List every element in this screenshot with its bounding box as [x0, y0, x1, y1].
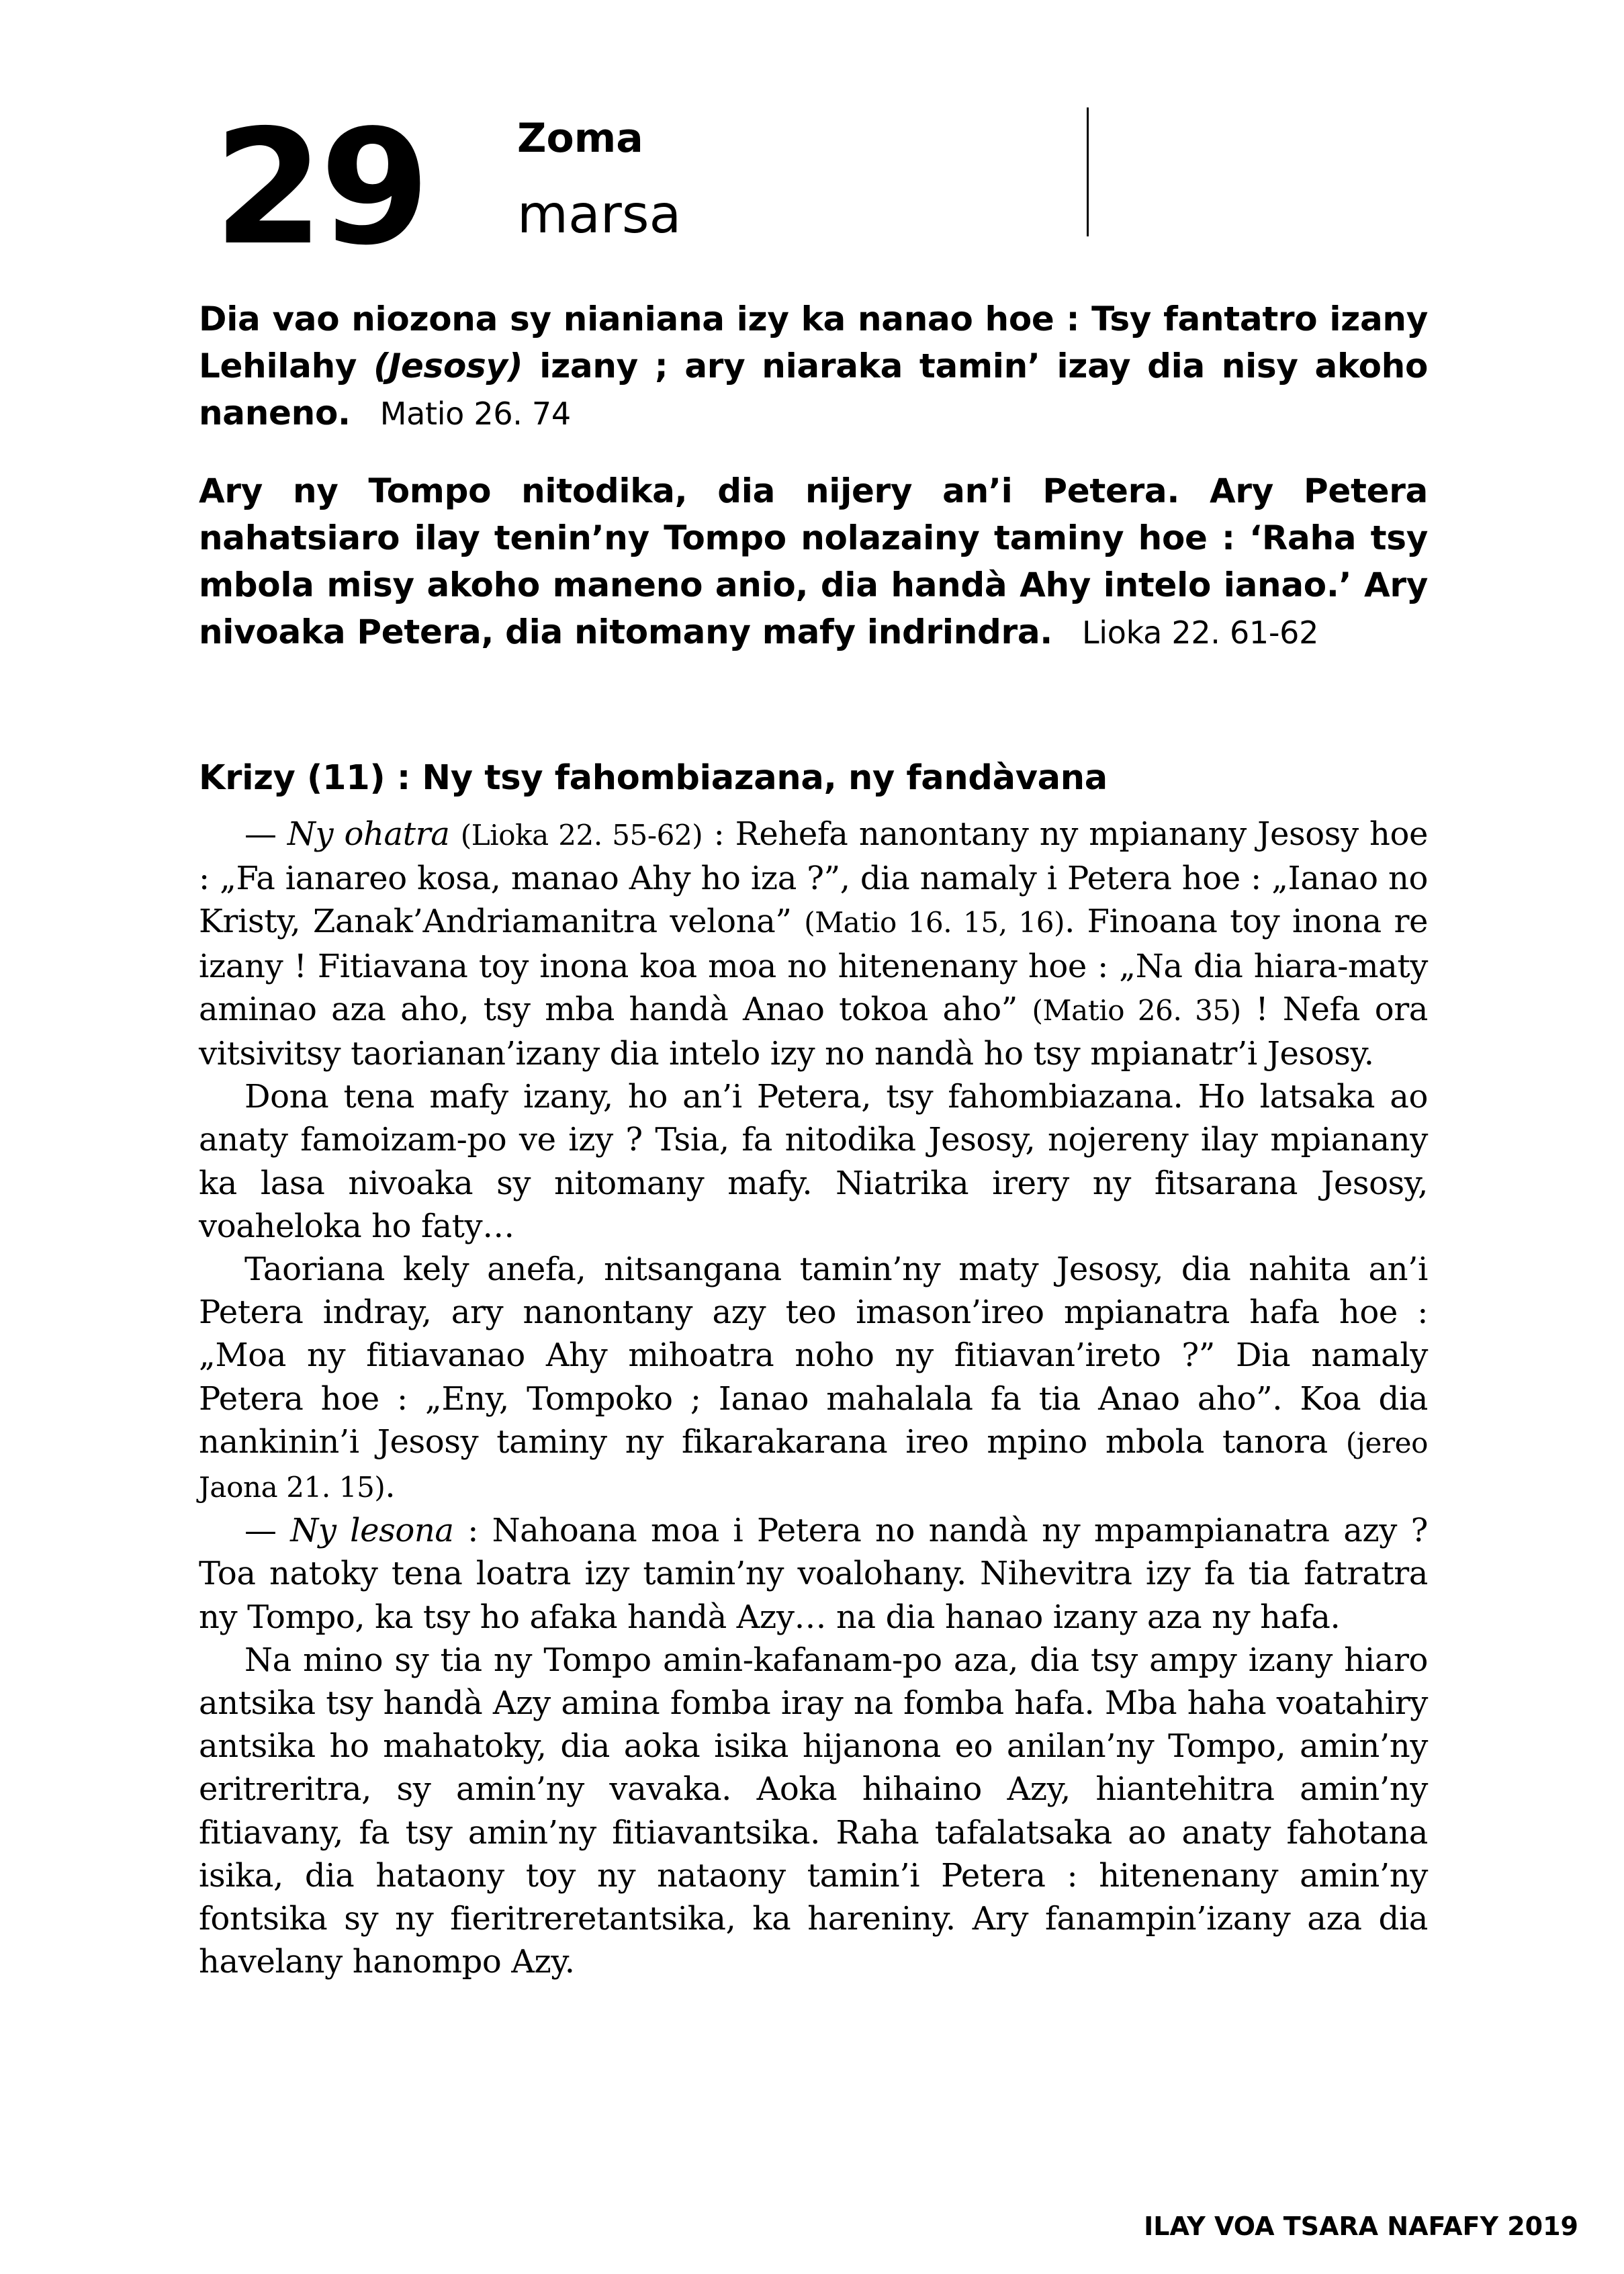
month-label: marsa	[517, 185, 682, 245]
verse-1-text-before: Dia vao niozona sy nianiana izy ka nanao hoe : Tsy fantatro izany Lehilahy	[199, 300, 1428, 385]
verse-2-text: Ary ny Tompo nitodika, dia nijery an’i Petera. Ary Petera nahatsiaro ilay tenin’ny Tompo nolazainy taminy hoe : ‘Raha tsy mbola misy akoho maneno anio, dia handà Ahy intelo ianao.’ Ary nivoaka Petera, dia nitomany mafy indrindra.	[199, 471, 1428, 651]
paragraph-1-cite-1: (Lioka 22. 55-62)	[460, 819, 703, 852]
paragraph-1-cite-2: (Matio 16. 15, 16)	[804, 906, 1065, 940]
verse-1-reference: Matio 26. 74	[379, 396, 571, 432]
day-number: 29	[214, 95, 426, 280]
header-divider	[1087, 107, 1089, 236]
paragraph-1-text-1: : Rehefa nanontany ny mpianany Jesosy hoe : „Fa ianareo kosa, manao Ahy ho iza ?”, dia namaly i Petera hoe : „Ianao no Kristy, Zanak’Andriamanitra velona”	[199, 815, 1428, 941]
paragraph-1	[199, 813, 1428, 1075]
paragraph-1-lead: Ny ohatra	[287, 815, 450, 853]
paragraph-4	[199, 1509, 1428, 1639]
paragraph-3-cite: (jereo Jaona 21. 15)	[199, 1426, 1428, 1504]
paragraph-2: Dona tena mafy izany, ho an’i Petera, tsy fahombiazana. Ho latsaka ao anaty famoizam-po ve izy ? Tsia, fa nitodika Jesosy, nojereny ilay mpianany ka lasa nivoaka sy nitomany mafy. Niatrika irery ny fitsarana Jesosy, voaheloka ho faty…	[199, 1078, 1428, 1245]
verse-1-text-after: izany ; ary niaraka tamin’ izay dia nisy akoho naneno.	[199, 347, 1428, 433]
paragraph-5: Na mino sy tia ny Tompo amin-kafanam-po aza, dia tsy ampy izany hiaro antsika tsy handà Azy amina fomba iray na fomba hafa. Mba haha voatahiry antsika ho mahatoky, dia aoka isika hijanona eo anilan’ny Tompo, amin’ny eritreritra, sy amin’ny vavaka. Aoka hihaino Azy, hiantehitra amin’ny fitiavany, fa tsy amin’ny fitiavantsika. Raha tafalatsaka ao anaty fahotana isika, dia hataony toy ny nataony tamin’i Petera : hitenenany amin’ny fontsika sy ny fieritreretantsika, ka hareniny. Ary fanampin’izany aza dia havelany hanompo Azy.	[199, 1641, 1428, 1981]
paragraph-4-dash: —	[244, 1512, 291, 1550]
paragraph-4-lead: Ny lesona	[290, 1512, 454, 1550]
meditation-body	[199, 813, 1428, 1983]
date-header	[214, 95, 1423, 280]
paragraph-1-dash: —	[244, 815, 287, 853]
paragraph-1-cite-3: (Matio 26. 35)	[1032, 993, 1241, 1027]
paragraph-1-text-2: . Finoana toy inona re izany ! Fitiavana toy inona koa moa no hitenenany hoe : „Na dia hiara-maty aminao aza aho, tsy mba handà Anao tokoa aho”	[199, 903, 1429, 1028]
paragraph-1-text-3: ! Nefa ora vitsivitsy taorianan’izany dia intelo izy no nandà ho tsy mpianatr’i Jesosy.	[199, 990, 1428, 1073]
paragraph-4-text: : Nahoana moa i Petera no nandà ny mpampianatra azy ? Toa natoky tena loatra izy tamin’ny voalohany. Nihevitra izy fa tia fatratra ny Tompo, ka tsy ho afaka handà Azy… na dia hanao izany aza ny hafa.	[199, 1512, 1428, 1636]
verse-2	[199, 467, 1428, 656]
paragraph-3-end: .	[385, 1467, 396, 1506]
verse-1-insert: (Jesosy)	[373, 347, 523, 385]
verse-2-reference: Lioka 22. 61-62	[1081, 615, 1319, 651]
paragraph-3	[199, 1248, 1428, 1509]
weekday-label: Zoma	[517, 115, 643, 162]
publication-footer: ILAY VOA TSARA NAFAFY 2019	[1144, 2212, 1578, 2241]
verse-1	[199, 295, 1428, 437]
paragraph-3-text: Taoriana kely anefa, nitsangana tamin’ny maty Jesosy, dia nahita an’i Petera indray, ary nanontany azy teo imason’ireo mpianatra hafa hoe : „Moa ny fitiavanao Ahy mihoatra noho ny fitiavan’ireto ?” Dia namaly Petera hoe : „Eny, Tompoko ; Ianao mahalala fa tia Anao aho”. Koa dia nankinin’i Jesosy taminy ny fikarakarana ireo mpino mbola tanora	[199, 1250, 1428, 1461]
section-title: Krizy (11) : Ny tsy fahombiazana, ny fandàvana	[199, 758, 1108, 798]
